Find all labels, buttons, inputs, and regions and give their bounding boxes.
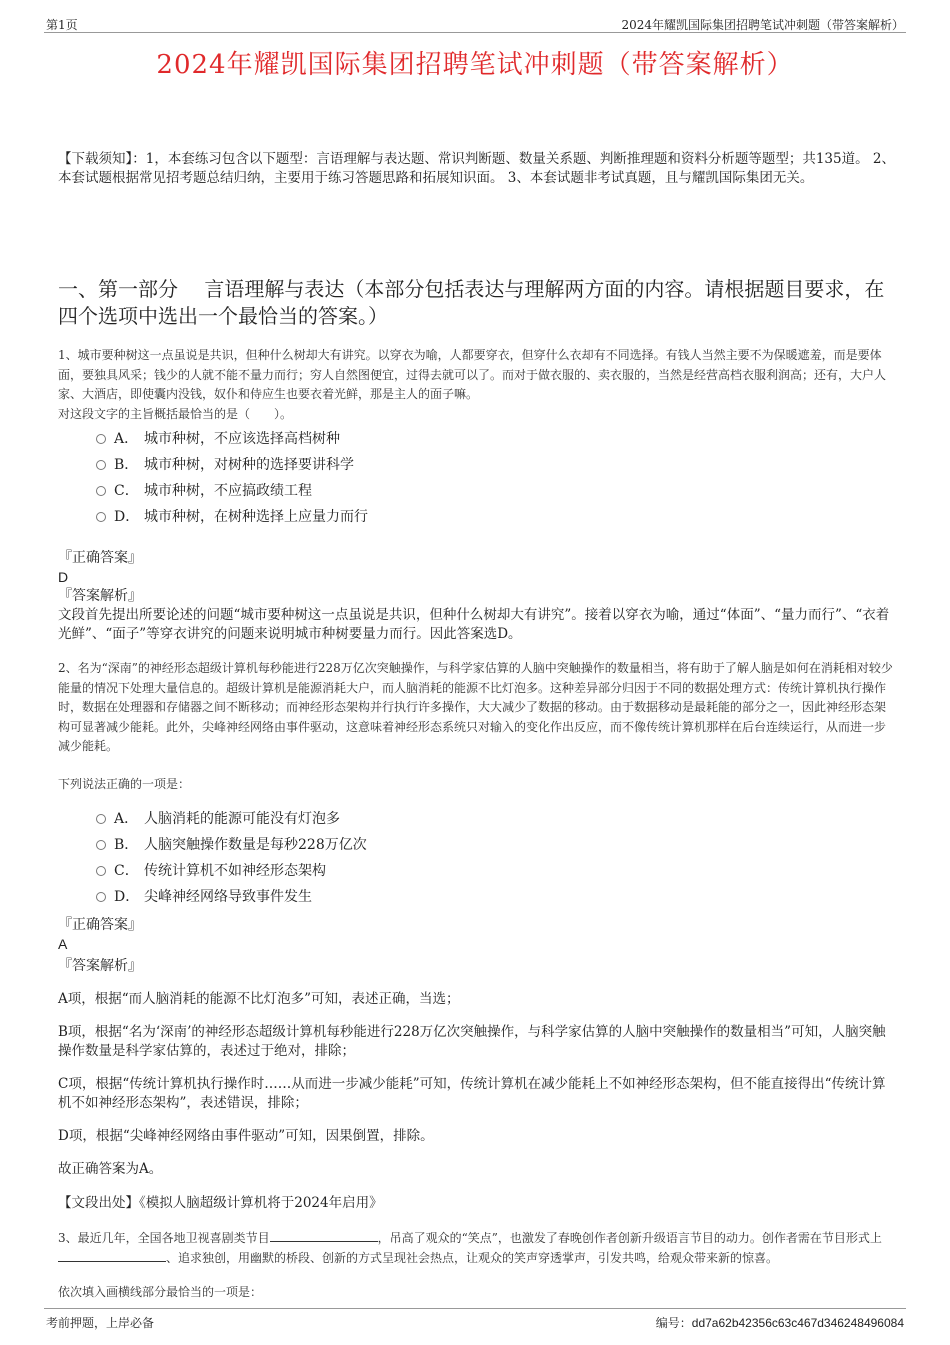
q2-analysis-b: B项，根据“名为‘深南’的神经形态超级计算机每秒能进行228万亿次突触操作，与科学家估算的人脑中突触操作的数量相当”可知，人脑突触操作数量是科学家估算的，表述过于绝对，排除；: [58, 1024, 886, 1059]
footer-slogan: 考前押题，上岸必备: [46, 1316, 155, 1330]
radio-icon[interactable]: [96, 840, 106, 850]
page-number: 第1页: [46, 18, 78, 32]
q2-analysis-label: 『答案解析』: [58, 958, 142, 974]
q2-option-b[interactable]: B． 人脑突触操作数量是每秒228万亿次: [96, 832, 367, 858]
q2-conclusion: 故正确答案为A。: [58, 1161, 163, 1177]
blank-line[interactable]: [270, 1229, 378, 1242]
document-title: 2024年耀凯国际集团招聘笔试冲刺题（带答案解析）: [156, 50, 794, 80]
header-doc-title: 2024年耀凯国际集团招聘笔试冲刺题（带答案解析）: [621, 18, 904, 32]
q1-analysis: 文段首先提出所要论述的问题“城市要种树这一点虽说是共识，但种什么树却大有讲究”。接着以穿衣为喻，通过“体面”、“量力而行”、“衣着光鲜”、“面子”等穿衣讲究的问题来说明城市种树要量力而行。因此答案选D。: [58, 607, 890, 642]
q1-option-a[interactable]: A． 城市种树，不应该选择高档树种: [96, 426, 368, 452]
q2-stem: 2、名为“深南”的神经形态超级计算机每秒能进行228万亿次突触操作，与科学家估算的人脑中突触操作的数量相当，将有助于了解人脑是如何在消耗相对较少能量的情况下处理大量信息的。超级计算机是能源消耗大户，而人脑消耗的能源不比灯泡多。这种差异部分归因于不同的数据处理方式：传统计算机执行操作时，数据在处理器和存储器之间不断移动；而神经形态架构并行执行许多操作，大大减少了数据的移动。由于数据移动是最耗能的部分之一，因此神经形态架构可显著减少能耗。此外，尖峰神经网络由事件驱动，这意味着神经形态系统只对输入的变化作出反应，而不像传统计算机那样在后台连续运行，从而进一步减少能耗。: [58, 661, 893, 753]
q2-ask: 下列说法正确的一项是：: [58, 777, 191, 791]
q1-option-b[interactable]: B． 城市种树，对树种的选择要讲科学: [96, 452, 368, 478]
radio-icon[interactable]: [96, 460, 106, 470]
q2-source: 【文段出处】《模拟人脑超级计算机将于2024年启用》: [58, 1195, 383, 1211]
q2-analysis-d: D项，根据“尖峰神经网络由事件驱动”可知，因果倒置，排除。: [58, 1128, 434, 1144]
q3-ask: 依次填入画横线部分最恰当的一项是：: [58, 1285, 263, 1299]
q2-analysis-c: C项，根据“传统计算机执行操作时……从而进一步减少能耗”可知，传统计算机在减少能耗上不如神经形态架构，但不能直接得出“传统计算机不如神经形态架构”，表述错误，排除；: [58, 1076, 886, 1111]
page-footer: [44, 1308, 906, 1331]
q2-answer-label: 『正确答案』: [58, 917, 142, 933]
footer-code: 编号：dd7a62b42356c63c467d346248496084: [655, 1316, 904, 1330]
blank-line[interactable]: [58, 1249, 166, 1262]
q2-option-c[interactable]: C． 传统计算机不如神经形态架构: [96, 858, 367, 884]
q3-stem: 3、最近几年，全国各地卫视喜剧类节目 ，吊高了观众的“笑点”，也激发了春晚创作者创新升级语言节目的动力。创作者需在节目形式上、追求独创，用幽默的桥段、创新的方式呈现社会热点，让观众的笑声穿透掌声，引发共鸣，给观众带来新的惊喜。: [58, 1231, 882, 1265]
radio-icon[interactable]: [96, 814, 106, 824]
q2-analysis-a: A项，根据“而人脑消耗的能源不比灯泡多”可知，表述正确，当选；: [58, 991, 460, 1007]
radio-icon[interactable]: [96, 486, 106, 496]
page-header: [44, 14, 906, 33]
q1-option-d[interactable]: D． 城市种树，在树种选择上应量力而行: [96, 504, 368, 530]
q1-stem: 1、城市要种树这一点虽说是共识，但种什么树却大有讲究。以穿衣为喻，人都要穿衣，但穿什么衣却有不同选择。有钱人当然主要不为保暖遮羞，而是要体面，要独具风采；钱少的人就不能不量力而行；穷人自然图便宜，过得去就可以了。而对于做衣服的、卖衣服的，当然是经营高档衣服利润高；还有，大户人家、大酒店，即使囊内没钱，奴仆和侍应生也要衣着光鲜，那是主人的面子嘛。: [58, 348, 887, 401]
q2-option-a[interactable]: A． 人脑消耗的能源可能没有灯泡多: [96, 806, 367, 832]
q1-answer-label: 『正确答案』: [58, 550, 142, 566]
section-title: 一、第一部分 言语理解与表达（本部分包括表达与理解两方面的内容。请根据题目要求，在四个选项中选出一个最恰当的答案。）: [58, 277, 885, 328]
radio-icon[interactable]: [96, 892, 106, 902]
q1-answer: D: [58, 569, 69, 585]
radio-icon[interactable]: [96, 866, 106, 876]
radio-icon[interactable]: [96, 512, 106, 522]
q2-option-d[interactable]: D． 尖峰神经网络导致事件发生: [96, 884, 367, 910]
q1-options: [96, 426, 368, 530]
q1-ask: 对这段文字的主旨概括最恰当的是（ ）。: [58, 407, 293, 421]
q1-analysis-label: 『答案解析』: [58, 588, 142, 604]
q2-answer: A: [58, 936, 68, 952]
radio-icon[interactable]: [96, 434, 106, 444]
download-notice: 【下载须知】：1，本套练习包含以下题型：言语理解与表达题、常识判断题、数量关系题、判断推理题和资料分析题等题型；共135道。 2、本套试题根据常见招考题总结归纳，主要用于练习答题思路和拓展知识面。 3、本套试题非考试真题，且与耀凯国际集团无关。: [58, 151, 895, 186]
q2-options: [96, 806, 367, 910]
q1-option-c[interactable]: C． 城市种树，不应搞政绩工程: [96, 478, 368, 504]
